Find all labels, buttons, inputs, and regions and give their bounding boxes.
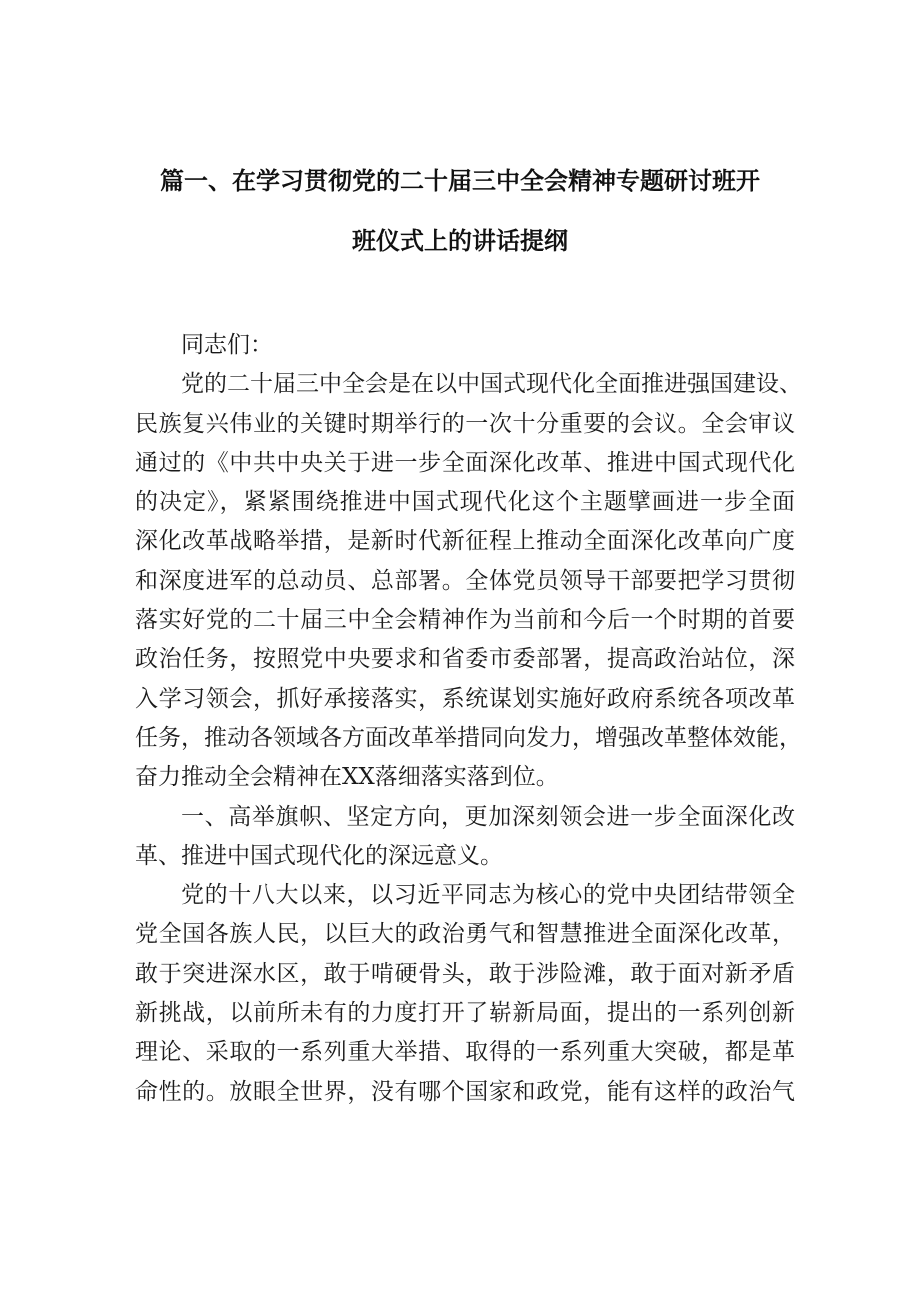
body-line: 通过的《中共中央关于进一步全面深化改革、推进中国式现代化 [135,449,795,476]
body-line: 奋力推动全会精神在XX落细落实落到位。 [135,764,559,791]
body-line: 任务，推动各领域各方面改革举措同向发力，增强改革整体效能， [135,724,802,751]
body-line: 的决定》，紧紧围绕推进中国式现代化这个主题擘画进一步全面 [135,489,795,516]
body-line: 和深度进军的总动员、总部署。全体党员领导干部要把学习贯彻 [135,567,795,594]
body-line: 政治任务，按照党中央要求和省委市委部署，提高政治站位，深 [135,646,795,673]
body-line: 革、推进中国式现代化的深远意义。 [135,842,503,869]
body-line: 命性的。放眼全世界，没有哪个国家和政党，能有这样的政治气 [135,1078,795,1105]
body-line: 入学习领会，抓好承接落实，系统谋划实施好政府系统各项改革 [135,685,795,712]
body-line: 理论、采取的一系列重大举措、取得的一系列重大突破，都是革 [135,1039,795,1066]
document-body [135,326,802,1112]
document-title-line-2: 班仪式上的讲话提纲 [352,227,568,255]
body-line: 同志们： [181,332,273,358]
body-line: 党的二十届三中全会是在以中国式现代化全面推进强国建设、 [181,371,802,398]
body-line: 民族复兴伟业的关键时期举行的一次十分重要的会议。全会审议 [135,410,795,437]
body-line: 党全国各族人民，以巨大的政治勇气和智慧推进全面深化改革， [135,921,795,948]
body-line: 落实好党的二十届三中全会精神作为当前和今后一个时期的首要 [135,607,795,634]
body-line: 新挑战，以前所未有的力度打开了崭新局面，提出的一系列创新 [135,1000,795,1027]
body-line: 党的十八大以来，以习近平同志为核心的党中央团结带领全 [181,882,795,909]
body-line: 深化改革战略举措，是新时代新征程上推动全面深化改革向广度 [135,528,795,555]
body-line: 一、高举旗帜、坚定方向，更加深刻领会进一步全面深化改 [181,803,795,830]
document-title-line-1: 篇一、在学习贯彻党的二十届三中全会精神专题研讨班开 [160,167,760,195]
body-line: 敢于突进深水区，敢于啃硬骨头，敢于涉险滩，敢于面对新矛盾 [135,960,795,987]
